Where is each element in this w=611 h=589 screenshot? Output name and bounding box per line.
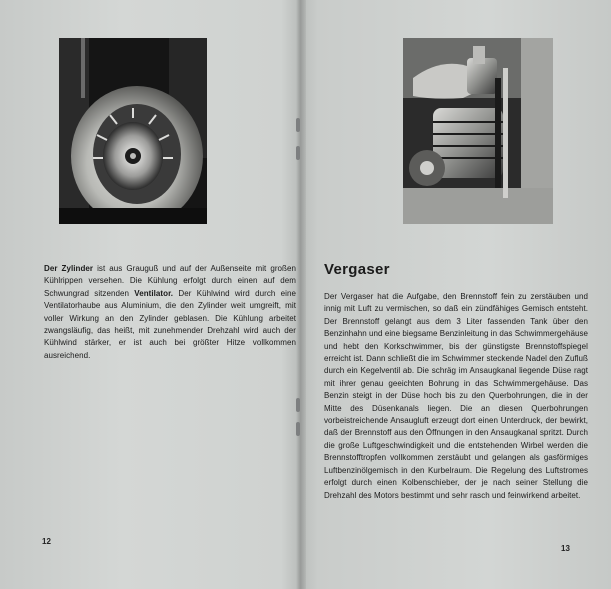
cylinder-text-2: Der Kühlwind wird durch eine Ventilatorhaube aus Aluminium, die den Zylinder weit umgreift, mit voller Wirkung an den Zylinder geblasen. Die Kühlung arbeitet zwangsläufig, das heißt, mit zunehmender Drehzahl wird auch der Kühlwind stärker, er ist auch bei größter Hitze vollkommen ausreichend.	[44, 288, 296, 360]
page-number-left: 12	[42, 537, 51, 546]
left-page	[6, 0, 300, 589]
staple-top	[296, 118, 300, 132]
staple-lower	[296, 398, 300, 412]
vergaser-heading: Vergaser	[324, 261, 390, 278]
cylinder-paragraph	[44, 263, 296, 362]
ventilator-term: Ventilator.	[134, 288, 174, 298]
cylinder-text-1: ist aus Grauguß und auf der Außenseite mit großen Kühlrippen versehen. Die Kühlung erfolgt durch einen auf dem Schwungrad sitzenden	[44, 264, 296, 298]
cylinder-lead: Der Zylinder	[44, 264, 94, 273]
page-number-right: 13	[561, 544, 570, 553]
carburetor-photo	[403, 38, 553, 224]
right-page	[302, 0, 604, 589]
vergaser-paragraph: Der Vergaser hat die Aufgabe, den Brennstoff fein zu zerstäuben und innig mit Luft zu vermischen, so daß ein zündfähiges Gemisch entsteht. Der Brennstoff gelangt aus dem 3 Liter fassenden Tank über den Benzinhahn und eine biegsame Benzinleitung in das Schwimmergehäuse und hebt den Korkschwimmer, bis der günstigste Brennstoffspiegel erreicht ist. Dann schließt die im Schwimmer steckende Nadel den Zufluß durch ein Kegelventil ab. Die schräg im Ansaugkanal liegende Düse ragt mit ihrer genau geeichten Bohrung in das Schwimmergehäuse. Das Benzin steigt in der Düse hoch bis zu den Querbohrungen, die in der Mitte des Düsenkanals liegen. Die an diesen Querbohrungen vorbeistreichende Ansaugluft erzeugt dort einen Unterdruck, der bewirkt, daß der Brennstoff aus den Öffnungen in den Ansaugkanal spritzt. Durch die große Luftgeschwindigkeit und die entstehenden Wirbel werden die Brennstofftropfen vollkommen zerstäubt und gelangen als gasförmiges Luftbenzinölgemisch in den Kurbelraum. Die Regelung des Luftstromes erfolgt durch einen Kolbenschieber, der je nach seiner Stellung die Drehzahl des Motors bestimmt und sehr rasch und feinwirkend arbeitet.	[324, 292, 588, 500]
staple-bottom	[296, 422, 300, 436]
engine-fan-photo	[59, 38, 207, 224]
staple-upper	[296, 146, 300, 160]
